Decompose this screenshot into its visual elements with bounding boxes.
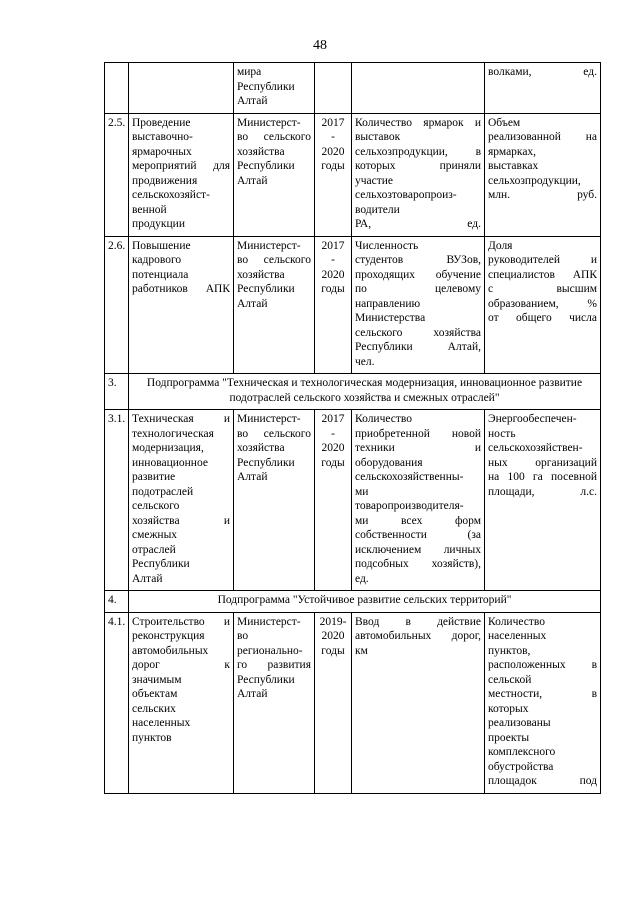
event-name-line: потенциала <box>132 268 189 281</box>
executor-line: го развития <box>237 659 311 671</box>
program-table-body <box>105 63 601 794</box>
result-line: проекты <box>488 731 530 744</box>
event-name-line: смежных <box>132 529 178 541</box>
indicator-line: км <box>355 644 368 657</box>
result-line: населенных <box>488 630 547 642</box>
period-cell <box>315 612 352 793</box>
indicator-line: ми всех форм <box>355 514 481 527</box>
event-name-line: технологическая <box>132 427 214 440</box>
program-table <box>104 62 601 794</box>
result-line: специалистов АПК <box>488 268 597 281</box>
executor-line: мира <box>237 66 262 78</box>
indicator-line: техники и <box>355 442 481 454</box>
indicator-line: сельхозпродукции, в <box>355 145 481 158</box>
executor-line: во сельского <box>237 254 311 266</box>
executor <box>237 116 311 189</box>
event-name-line: Строительство и <box>132 615 230 628</box>
indicator-line: Министерства <box>355 312 426 324</box>
result-line: площадок под <box>488 775 597 787</box>
event-name-line: инновационное <box>132 456 208 469</box>
period <box>318 239 348 297</box>
indicator-line: автомобильных дорог, <box>355 630 481 642</box>
result-line: местности, в <box>488 688 597 700</box>
event-name-cell <box>129 63 234 114</box>
row-number-cell: 2.5. <box>105 113 129 236</box>
result-line: сельской <box>488 673 532 686</box>
period-line: годы <box>321 160 345 172</box>
event-name-line: работников АПК <box>132 283 230 295</box>
result-line: ность <box>488 427 516 440</box>
executor-line: Министерст- <box>237 615 301 628</box>
indicator-line: Численность <box>355 239 419 252</box>
result-line: выставках <box>488 160 539 172</box>
indicator-line: Количество <box>355 413 412 425</box>
result-cell <box>485 236 601 374</box>
result-line: от общего числа <box>488 312 597 324</box>
subprogram-title-cell: Подпрограмма "Техническая и технологическая модернизация, инновационное развитие подотраслей сельского хозяйства и смежных отраслей" <box>129 374 601 410</box>
executor-line: Республики <box>237 456 295 469</box>
event-name <box>132 239 230 297</box>
indicator-line: исключением личных <box>355 543 481 556</box>
executor-line: Алтай <box>237 95 268 107</box>
event-name-line: Повышение <box>132 239 191 252</box>
executor-cell <box>234 612 315 793</box>
subprogram-row <box>105 374 601 410</box>
event-name-line: сельских <box>132 702 176 715</box>
period-line: годы <box>321 456 345 469</box>
executor <box>237 239 311 312</box>
result-line: которых <box>488 702 529 715</box>
indicator-line: направлению <box>355 297 421 310</box>
indicator-line: РА, ед. <box>355 218 481 230</box>
period-cell <box>315 113 352 236</box>
executor-line: Алтай <box>237 297 268 310</box>
indicator-line: участие <box>355 174 394 187</box>
indicator-cell <box>352 410 485 591</box>
event-name-line: продвижения <box>132 174 198 187</box>
indicator-line: ми <box>355 485 369 498</box>
indicator-line: ед. <box>355 572 369 585</box>
executor-line: хозяйства <box>237 145 285 158</box>
executor-line: хозяйства <box>237 268 285 281</box>
indicator-line: студентов ВУЗов, <box>355 254 481 266</box>
executor-cell <box>234 410 315 591</box>
result-line: реализованы <box>488 717 551 729</box>
event-name <box>132 412 230 586</box>
period-line: 2017 <box>321 239 345 252</box>
executor-cell <box>234 236 315 374</box>
executor-line: хозяйства <box>237 442 285 454</box>
result-line: сельхозпродукции, <box>488 174 581 187</box>
executor-line: регионально- <box>237 644 303 657</box>
period-line: 2020 <box>321 442 345 454</box>
indicator-line: проходящих обучение <box>355 268 481 281</box>
row-number-cell: 2.6. <box>105 236 129 374</box>
executor-cell <box>234 113 315 236</box>
executor <box>237 65 311 109</box>
executor <box>237 412 311 485</box>
event-name-line: Республики <box>132 558 190 570</box>
executor-line: Министерст- <box>237 239 301 252</box>
indicator <box>355 116 481 232</box>
period-cell <box>315 410 352 591</box>
indicator <box>355 412 481 586</box>
result-line: расположенных в <box>488 659 597 671</box>
event-name-line: пунктов <box>132 731 172 744</box>
result-line: обустройства <box>488 760 554 773</box>
subprogram-title-cell: Подпрограмма "Устойчивое развитие сельских территорий" <box>129 591 601 613</box>
result-line: волками, ед. <box>488 66 597 78</box>
event-name-line: Алтай <box>132 572 163 585</box>
result-line: комплексного <box>488 746 556 758</box>
result-line: реализованной на <box>488 131 597 143</box>
result-line: ярмарках, <box>488 145 537 158</box>
row-number-cell: 4.1. <box>105 612 129 793</box>
event-name-line: автомобильных <box>132 644 209 657</box>
subprogram-number-cell: 3. <box>105 374 129 410</box>
executor-line: Республики <box>237 283 295 295</box>
executor-line: Министерст- <box>237 116 301 129</box>
event-name-cell <box>129 410 234 591</box>
result-line: млн. руб. <box>488 189 597 201</box>
period-line: - <box>331 427 335 440</box>
indicator-line: которых приняли <box>355 160 481 172</box>
indicator-cell <box>352 63 485 114</box>
result <box>488 239 597 326</box>
event-name-line: мероприятий для <box>132 160 230 172</box>
event-name-line: продукции <box>132 218 185 230</box>
table-row <box>105 612 601 793</box>
result-line: площади, л.с. <box>488 485 597 498</box>
result <box>488 412 597 499</box>
period <box>318 116 348 174</box>
executor-line: Алтай <box>237 471 268 483</box>
result-line: с высшим <box>488 283 597 295</box>
indicator-line: собственности (за <box>355 529 481 541</box>
indicator-line: подсобных хозяйств), <box>355 558 481 570</box>
table-row <box>105 236 601 374</box>
result-line: Энергообеспечен- <box>488 413 577 425</box>
executor-line: во сельского <box>237 131 311 143</box>
event-name-line: развитие <box>132 471 176 483</box>
period-line: - <box>331 254 335 266</box>
executor-line: во сельского <box>237 427 311 440</box>
executor-line: во <box>237 630 249 642</box>
indicator-line: чел. <box>355 355 375 368</box>
result-line: образованием, % <box>488 297 597 310</box>
result-line: пунктов, <box>488 644 531 657</box>
result-line: сельскохозяйствен- <box>488 442 583 454</box>
table-row <box>105 63 601 114</box>
period-line: 2020 <box>321 268 345 281</box>
result-cell <box>485 63 601 114</box>
executor-line: Алтай <box>237 688 268 700</box>
event-name-line: венной <box>132 203 167 216</box>
period-line: 2017 <box>321 116 345 129</box>
event-name-line: Проведение <box>132 116 191 129</box>
indicator <box>355 615 481 659</box>
indicator-cell <box>352 113 485 236</box>
event-name-line: ярмарочных <box>132 145 192 158</box>
result-line: Доля <box>488 239 513 252</box>
table-row <box>105 410 601 591</box>
period-cell <box>315 63 352 114</box>
indicator-line: сельского хозяйства <box>355 326 481 339</box>
event-name-line: хозяйства и <box>132 514 230 527</box>
result-line: руководителей и <box>488 254 597 266</box>
indicator-line: Республики Алтай, <box>355 341 481 353</box>
result-line: на 100 га посевной <box>488 471 597 483</box>
event-name-line: отраслей <box>132 543 176 556</box>
period-line: 2017 <box>321 413 345 425</box>
period <box>318 412 348 470</box>
indicator-line: Ввод в действие <box>355 615 481 628</box>
indicator-cell <box>352 236 485 374</box>
event-name-line: модернизация, <box>132 442 204 454</box>
indicator-line: выставок <box>355 131 401 143</box>
indicator-line: товаропроизводителя- <box>355 500 464 512</box>
row-number-cell <box>105 63 129 114</box>
indicator-line: приобретенной новой <box>355 427 481 440</box>
result-cell <box>485 410 601 591</box>
event-name-cell <box>129 113 234 236</box>
indicator-line: сельскохозяйственны- <box>355 471 464 483</box>
result-line: Объем <box>488 116 521 129</box>
result-line: Количество <box>488 615 545 628</box>
indicator <box>355 239 481 370</box>
event-name-line: объектам <box>132 688 178 700</box>
result-cell <box>485 113 601 236</box>
period-line: 2019- <box>319 615 347 628</box>
period-line: годы <box>321 644 345 657</box>
executor-cell <box>234 63 315 114</box>
executor-line: Республики <box>237 160 295 172</box>
event-name-line: Техническая и <box>132 413 230 425</box>
event-name-line: реконструкция <box>132 630 205 642</box>
result <box>488 65 597 80</box>
event-name-cell <box>129 236 234 374</box>
subprogram-number-cell: 4. <box>105 591 129 613</box>
period-line: годы <box>321 283 345 295</box>
executor-line: Республики <box>237 673 295 686</box>
result <box>488 615 597 789</box>
executor-line: Алтай <box>237 174 268 187</box>
event-name-line: значимым <box>132 673 182 686</box>
event-name-line: кадрового <box>132 254 182 266</box>
period-line: - <box>331 131 335 143</box>
subprogram-row <box>105 591 601 613</box>
event-name-line: дорог к <box>132 659 230 671</box>
indicator-line: водители <box>355 203 400 216</box>
page-number: 48 <box>313 38 327 53</box>
event-name-line: населенных <box>132 717 191 729</box>
event-name-line: сельского <box>132 500 180 512</box>
event-name-line: подотраслей <box>132 485 194 498</box>
indicator-line: по целевому <box>355 283 481 295</box>
row-number-cell: 3.1. <box>105 410 129 591</box>
event-name-line: выставочно- <box>132 131 193 143</box>
event-name-cell <box>129 612 234 793</box>
period-cell <box>315 236 352 374</box>
event-name <box>132 615 230 746</box>
table-row <box>105 113 601 236</box>
event-name-line: сельскохозяйст- <box>132 189 210 201</box>
executor-line: Министерст- <box>237 413 301 425</box>
executor-line: Республики <box>237 80 295 93</box>
period-line: 2020 <box>321 145 345 158</box>
indicator-line: сельхозтоваропроиз- <box>355 189 457 201</box>
executor <box>237 615 311 702</box>
period-line: 2020 <box>321 630 345 642</box>
result <box>488 116 597 203</box>
indicator-line: Количество ярмарок и <box>355 116 481 129</box>
result-line: ных организаций <box>488 456 597 469</box>
event-name <box>132 116 230 232</box>
period <box>318 615 348 659</box>
indicator-line: оборудования <box>355 456 423 469</box>
result-cell <box>485 612 601 793</box>
indicator-cell <box>352 612 485 793</box>
